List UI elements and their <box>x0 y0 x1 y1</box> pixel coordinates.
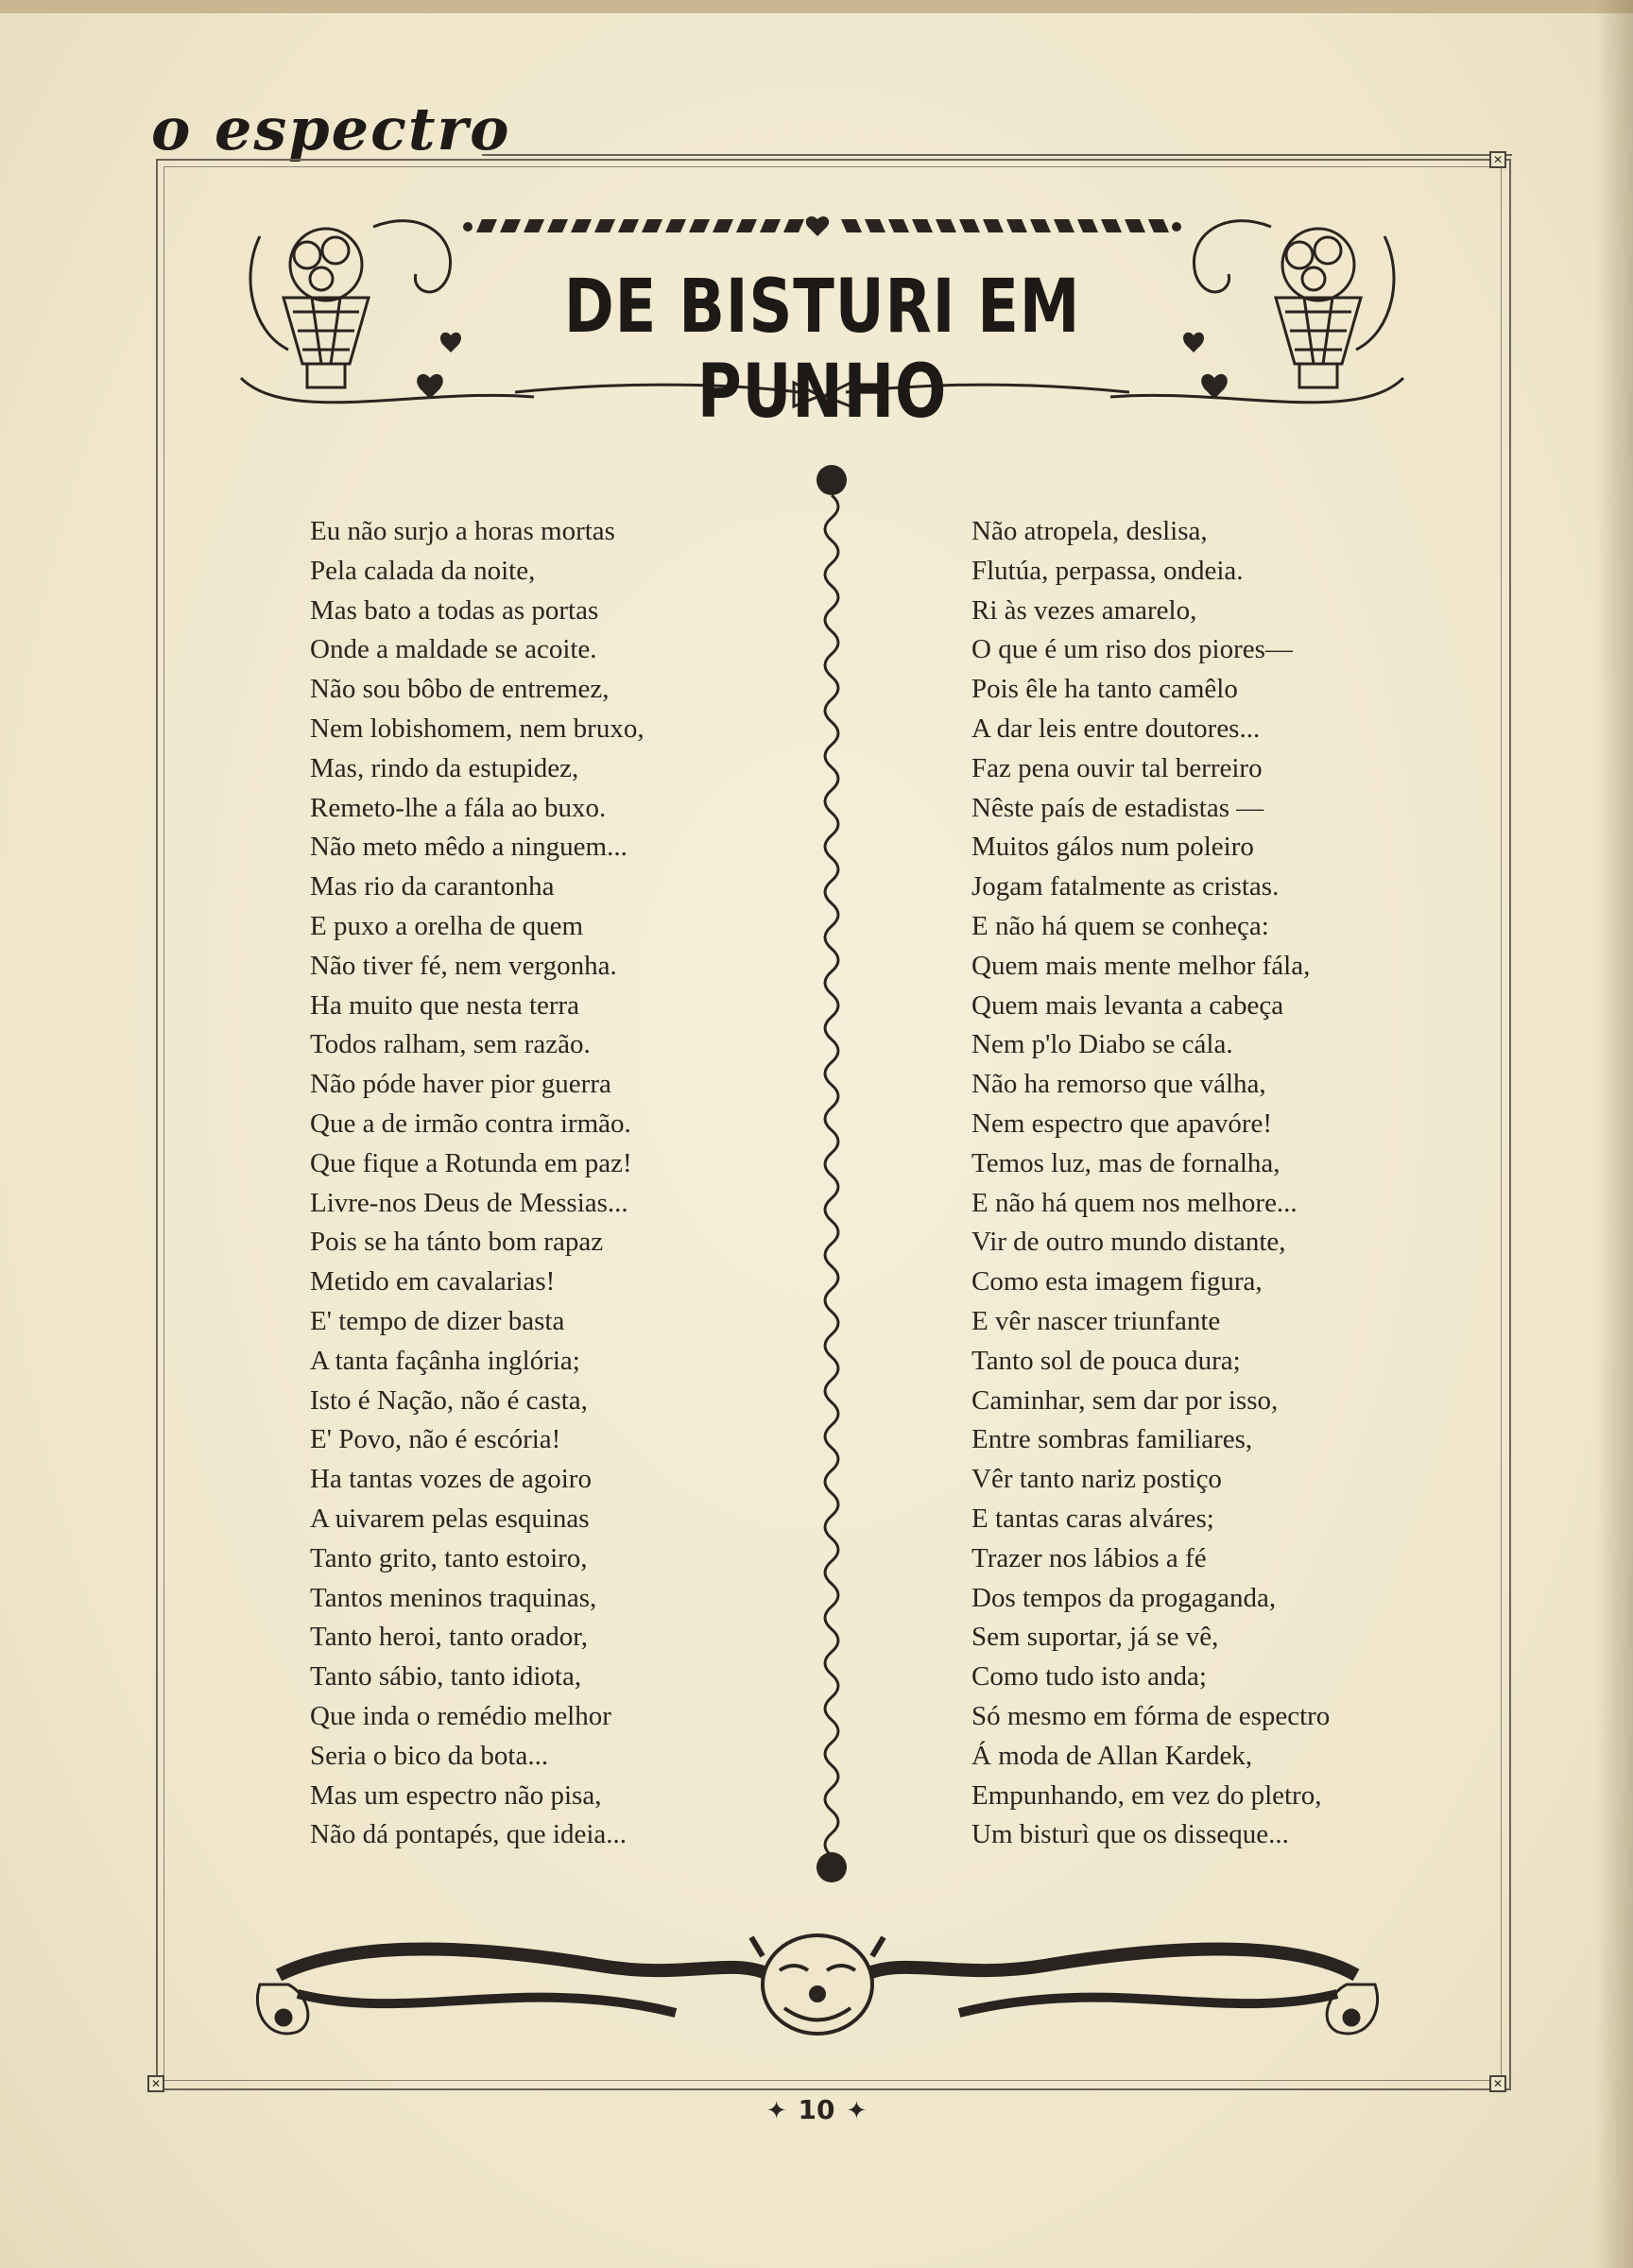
poem-line: Flutúa, perpassa, ondeia. <box>971 555 1244 586</box>
poem-line: A uivarem pelas esquinas <box>310 1503 590 1534</box>
flower-basket-right-icon <box>1110 221 1403 403</box>
page-folio <box>0 2094 1633 2125</box>
poem-line: Só mesmo em fórma de espectro <box>971 1700 1331 1731</box>
poem-line: Mas rio da carantonha <box>310 871 555 902</box>
poem-line: E vêr nascer triunfante <box>971 1305 1221 1336</box>
poem-line: Temos luz, mas de fornalha, <box>971 1147 1281 1178</box>
article-title: DE BISTURI EM PUNHO <box>563 265 1081 435</box>
poem-line: Vêr tanto nariz postiço <box>971 1464 1222 1495</box>
bottom-ribbon-ornament <box>241 1918 1394 2051</box>
poem-line: Não tiver fé, nem vergonha. <box>310 950 617 981</box>
poem-line: Tanto sol de pouca dura; <box>971 1345 1241 1376</box>
poem-line: E' tempo de dizer basta <box>310 1305 565 1336</box>
page-top-edge <box>0 0 1633 13</box>
poem-line: Sem suportar, já se vê, <box>971 1622 1219 1653</box>
poem-line: Não ha remorso que válha, <box>971 1069 1266 1100</box>
poem-line: Faz pena ouvir tal berreiro <box>971 752 1263 783</box>
poem-line: Onde a maldade se acoite. <box>310 634 597 665</box>
poem-line: Muitos gálos num poleiro <box>971 832 1254 863</box>
poem-line: Como tudo isto anda; <box>971 1661 1207 1692</box>
poem-line: Nem p'lo Diabo se cála. <box>971 1029 1233 1060</box>
poem-line: A dar leis entre doutores... <box>971 713 1261 744</box>
folio-star-icon: ✦ <box>765 2097 787 2125</box>
poem-line: Que a de irmão contra irmão. <box>310 1108 631 1139</box>
poem-line: Dos tempos da progaganda, <box>971 1582 1277 1613</box>
poem-line: Não dá pontapés, que ideia... <box>310 1819 627 1850</box>
poem-line: Ha tantas vozes de agoiro <box>310 1464 592 1495</box>
poem-line: Que inda o remédio melhor <box>310 1700 611 1731</box>
poem-line: Não sou bôbo de entremez, <box>310 674 610 705</box>
poem-line: Ha muito que nesta terra <box>310 989 580 1021</box>
masthead-rule <box>482 154 1512 156</box>
poem-line: Como esta imagem figura, <box>971 1266 1263 1297</box>
poem-line: Á moda de Allan Kardek, <box>971 1740 1253 1771</box>
poem-line: Todos ralham, sem razão. <box>310 1029 591 1060</box>
poem-line: Tantos meninos traquinas, <box>310 1582 597 1613</box>
poem-line: Caminhar, sem dar por isso, <box>971 1384 1279 1416</box>
poem-line: Pela calada da noite, <box>310 555 536 586</box>
poem-line: Empunhando, em vez do pletro, <box>971 1779 1322 1811</box>
poem-line: Um bisturì que os disseque... <box>971 1819 1289 1850</box>
page-spine-shadow <box>1595 0 1633 2268</box>
jester-mask-icon <box>751 1935 884 2034</box>
poem-line: Mas um espectro não pisa, <box>310 1779 602 1811</box>
poem-line: Entre sombras familiares, <box>971 1424 1253 1455</box>
poem-line: Nêste país de estadistas — <box>971 792 1264 823</box>
poem-line: Pois se ha tánto bom rapaz <box>310 1227 604 1258</box>
poem-line: O que é um riso dos piores— <box>971 634 1293 665</box>
column-divider-ornament <box>808 461 855 1898</box>
poem-line: Não atropela, deslisa, <box>971 516 1208 546</box>
frame-corner-ornament: ✕ <box>1489 2075 1506 2092</box>
poem-line: Tanto grito, tanto estoiro, <box>310 1542 588 1573</box>
poem-line: Nem lobishomem, nem bruxo, <box>310 713 645 744</box>
poem-line: Não póde haver pior guerra <box>310 1069 611 1100</box>
poem-line: E' Povo, não é escória! <box>310 1424 561 1455</box>
poem-line: Mas, rindo da estupidez, <box>310 752 579 783</box>
poem-line: Metido em cavalarias! <box>310 1266 556 1297</box>
poem-line: E não há quem nos melhore... <box>971 1187 1298 1218</box>
poem-line: Isto é Nação, não é casta, <box>310 1384 588 1416</box>
poem-line: Tanto sábio, tanto idiota, <box>310 1661 582 1692</box>
page-number: 10 <box>798 2094 835 2125</box>
poem-line: Que fique a Rotunda em paz! <box>310 1147 632 1178</box>
frame-corner-ornament: ✕ <box>147 2075 164 2092</box>
poem-line: A tanta façânha inglória; <box>310 1345 580 1376</box>
poem-line: Remeto-lhe a fála ao buxo. <box>310 792 607 823</box>
flower-basket-left-icon <box>241 221 534 403</box>
folio-star-icon: ✦ <box>846 2097 868 2125</box>
poem-line: Quem mais mente melhor fála, <box>971 950 1311 981</box>
poem-line: Não meto mêdo a ninguem... <box>310 832 627 863</box>
poem-line: Seria o bico da bota... <box>310 1740 549 1771</box>
poem-line: Nem espectro que apavóre! <box>971 1108 1273 1139</box>
poem-line: Trazer nos lábios a fé <box>971 1542 1207 1573</box>
poem-line: Jogam fatalmente as cristas. <box>971 871 1280 902</box>
poem-line: Mas bato a todas as portas <box>310 594 599 626</box>
poem-line: Vir de outro mundo distante, <box>971 1227 1286 1258</box>
poem-line: E puxo a orelha de quem <box>310 910 584 941</box>
poem-line: Pois êle ha tanto camêlo <box>971 674 1238 705</box>
poem-line: Tanto heroi, tanto orador, <box>310 1622 588 1653</box>
frame-corner-ornament: ✕ <box>1489 151 1506 168</box>
poem-line: Ri às vezes amarelo, <box>971 594 1197 626</box>
poem-column-right <box>971 512 1425 1855</box>
poem-line: E não há quem se conheça: <box>971 910 1269 941</box>
poem-line: Livre-nos Deus de Messias... <box>310 1187 628 1218</box>
poem-line: Quem mais levanta a cabeça <box>971 989 1284 1021</box>
poem-line: Eu não surjo a horas mortas <box>310 516 615 546</box>
poem-column-left <box>310 512 745 1855</box>
masthead-logo: o espectro <box>151 94 511 163</box>
poem-line: E tantas caras alváres; <box>971 1503 1214 1534</box>
